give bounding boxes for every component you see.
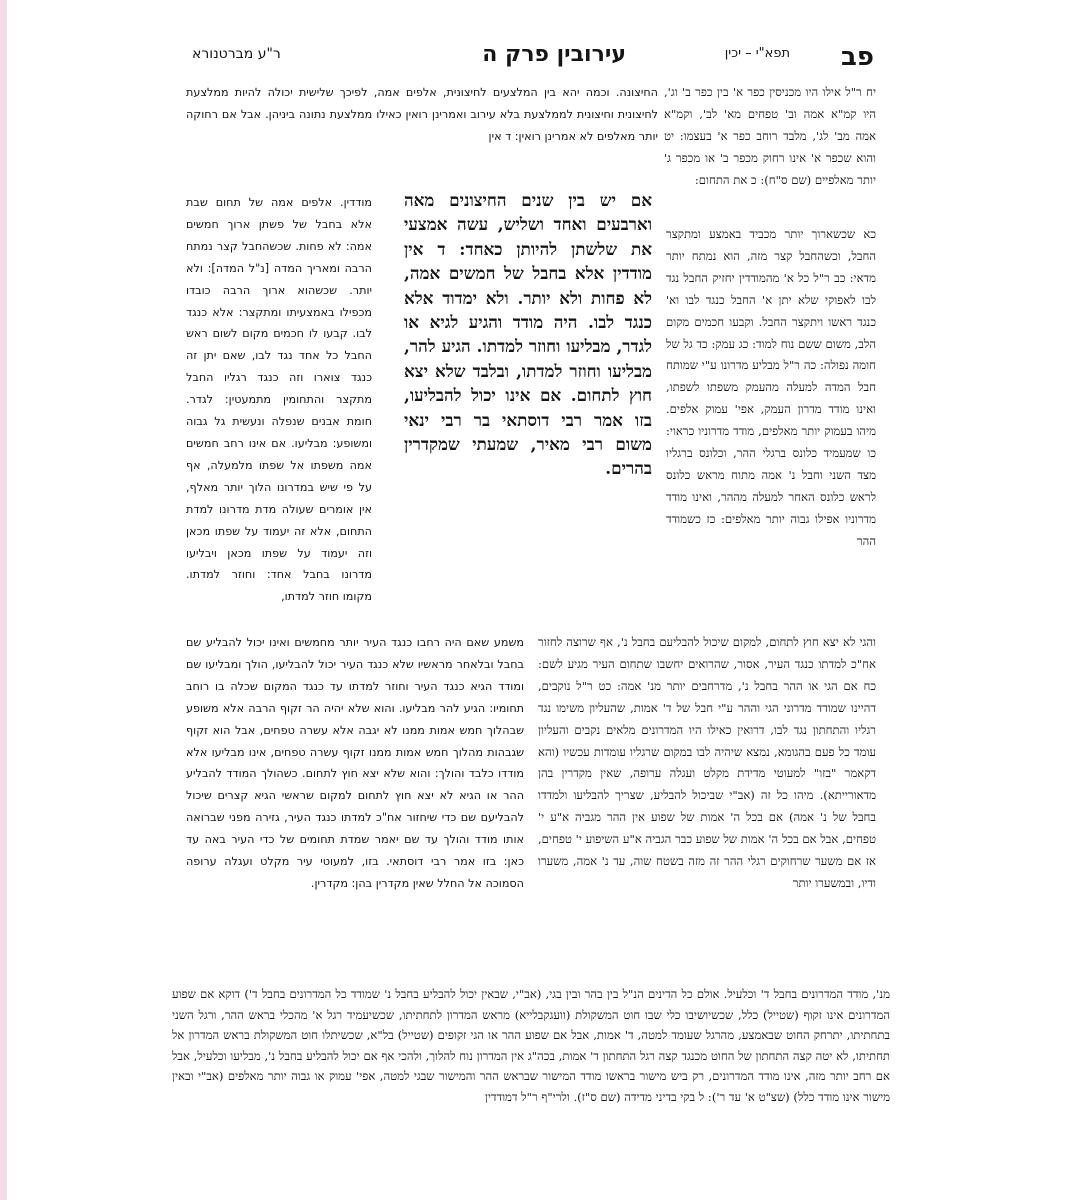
- tractate-chapter-title: עירובין פרק ה: [482, 42, 626, 67]
- left-commentary-column: מודדין. אלפים אמה של תחום שבת אלא בחבל של פשתן ארוך חמשים אמה: לא פחות. שכשהחבל קצר נמתח הרבה ומאריך המדה [נ"ל המדה]: ולא יותר. שכשהוא ארוך הרבה כובדו מכפילו באמצעיתו ומתקצר: אלא כנגד לבו. קבעו לו חכמים מקום לשום ראש החבל כל אחד נגד לבו, שאם יתן זה כנגד צוארו וזה כנגד רגליו החבל מתקצר והתחומין מתמעטין: לגדר. חומת אבנים שנפלה ונעשית גל גבוה ומשופע: מבליעו. אם אינו רחב חמשים אמה משפתו אל שפתו מלמעלה, אף על פי שיש במדרונו הלוך יותר מאלף, אין אומרים שעולה מדת מדרונו למדת התחום, אלא זה יעמוד על שפתו מכאן וזה יעמוד על שפתו מכאן ויבליעו מדרונו בחבל אחד: וחוזר למדתו. מקומו חוזר למדתו,: [186, 196, 372, 604]
- right-commentary-lower: והגי לא יצא חוץ לתחום, למקום שיכול להבליעם בחבל נ', אף שרוצה לחזור אח"כ למדתו כנגד העיר, אסור, שהרואים יחשבו שתחום העיר מגיע לשם: כח אם הגי או ההר בחבל נ', מדרחבים יותר מנ' אמה: כט ר"ל נוקבים, דהיינו שמודד מדרוני הגי וההר ע"י חבל של ד' אמות, שהעליון משימו נגד רגליו והתחתון נגד לבו, דרואין כאילו היו המדרונים מלאים נקבים והעליון עומד כל פעם בהגומא, נמצא שיהיה לבו במקום שרגליו עומדות עכשיו (והא דקאמר "בזו" למעוטי מדידת מקלט ועגלה ערופה, שאין מקדרין בהן מדאורייתא). מיהו כל זה (אב"י שביכול להבליע, שצריך להבליעו ולמדדו בחבל של נ' אמה) אם בכל ה' אמות של שפוע אין ההר מגביה א"ע י' טפחים, אבל אם בכל ה' אמות של שפוע כבר הגביה א"ע השיפוע י' טפחים, אז אם משער שרחוקים רגלי ההר זה מזה בשטח שוה, עד נ' אמה, משערו ודיו, ובמשערו יותר: [538, 635, 876, 890]
- commentary-name: ר"ע מברטנורא: [192, 46, 281, 62]
- talmud-page: [172, 40, 890, 1104]
- running-commentary-range: תפא"י – יכין: [724, 46, 790, 61]
- left-commentary-lower: משמע שאם היה רחבו כנגד העיר יותר מחמשים ואינו יכול להבליע שם בחבל ובלאחר מראשיו שלא כנגד העיר יכול להבליעו, הולך ומבליעו שם ומודד הגיא כנגד העיר וחוזר למדתו עד כנגד המקום שכלה בו רוחב תחומיו: הגיע להר מבליעו. והוא שלא יהיה הר זקוף הרבה אלא משופע שבהלוך חמש אמות ממנו לא יגבה אלא עשרה טפחים, אבל הוא זקוף שגבהות מהלוך חמש אמות ממנו זקוף עשרה טפחים, אינו מבליעו אלא מודדו כלבד והולך: והוא שלא יצא חוץ לתחום. כשהולך המודד להבליע ההר או הגיא לא יצא חוץ לתחום למקום שראשי הגיא קצרים שיכול להבליעם שם כדי שיחזור אח"כ למדתו כנגד העיר, גזירה מפני שברואה אותו מודד והולך עד שם יאמר שמדת תחומים של כדי העיר באה עד כאן: בזו אמר רבי דוסתאי. בזו, למעוטי עיר מקלט ועגלה ערופה הסמוכה אל החלל שאין מקדרין בהן: מקדרין.: [186, 636, 524, 890]
- page-header: [186, 40, 876, 76]
- right-commentary-top: יח ר"ל אילו היו מכניסין כפר א' בין כפר ב' וג', היו קמ"א אמה וב' טפחים מא' לב', וקמ"א אמה מב' לג', מלבד רוחב כפר א' בעצמו: יט והוא שכפר א' אינו רחוק מכפר ב' או מכפר ג' יותר מאלפיים (שם ס"ח): כ את התחום:: [664, 85, 876, 187]
- left-commentary-top: החיצונה. וכמה יהא בין המלצעים לחיצונית, אלפים אמה, לפיכך שלישית יכולה להיות ממלצעת לחיצונית וחיצונית לממלצעת בלא עירוב ואמרינן רואין כאילו ממלצעת נתונה ביניהן. אבל אם רחוקה יותר מאלפים לא אמרינן רואין: ד אין: [186, 86, 658, 143]
- mishnah-text: אם יש בין שנים החיצונים מאה וארבעים ואחד ושליש, עשה אמצעי את שלשתן להיותן כאחד: ד אין מודדין אלא בחבל של חמשים אמה, לא פחות ולא יותר. ולא ימדוד אלא כנגד לבו. היה מודד והגיע לגיא או לגדר, מבליעו וחוזר למדתו. הגיע להר, מבליעו וחוזר למדתו, ובלבד שלא יצא חוץ לתחום. אם אינו יכול להבליעו, בזו אמר רבי דוסתאי בר רבי ינאי משום רבי מאיר, שמעתי שמקדרין בהרים.: [404, 190, 652, 479]
- page-edge-shading: [0, 0, 7, 1200]
- bottom-commentary: מנ', מודד המדרונים בחבל ד' וכלעיל. אולם כל הדינים הנ"ל בין בהר ובין בגי, (אב"י, שבאין יכול להבליע בחבל נ' שמודד כל המדרונים בחבל ד') דוקא אם שפוע המדרונים אינו זקוף (שטייל) כלל, שכשיושיבו כלי שבו חוט המשקולת (וועגקבלייא) מראש המדרון לתחתיתו, שכשיעמיד רגל א' מהכלי בראש ההר, ורגל השני בתחתיתו, יתרחק החוט שבאמצע, מהרגל שעומד למטה, ד' אמות, אבל אם שפוע ההר או הגי זקופים (שטייל) בל"א, שכשיתלו חוט המשקולת בראש המדרון אל תחתיתו, לא יטה קצה התחתון של החוט מכנגד קצה רגל התחתון ד' אמות, בכה"ג אין המדרון נוח להלוך, ולהכי אף אם יכול להבליע בחבל נ', מבליעו וכלעיל, אבל אם רחב יותר מזה, אינו מודד המדרונים, רק ביש מישור בראשו מודד המישור שבראש ההר והמישור שבגי למטה, אפי' עמוק או גבוה יותר מאלפים (אב"י ובאין מישור אינו מודד כלל) (שצ"ט א' עד ר'): ל בקי בדיני מדידה (שם ס"ז). ולרי"ף ר"ל דמודדין: [172, 987, 890, 1104]
- right-commentary-column: כא שכשארוך יותר מכביד באמצע ומתקצר החבל, וכשהחבל קצר מזה, הוא נמתח יותר מדאי: כב ר"ל כל א' מהמודדין יחזיק החבל נגד לבו לאפוקי שלא יתן א' החבל כנגד לבו וא' כנגד ראשו ויתקצר החבל. וקבעו חכמים מקום הלב, משום ששם נוח למוד: כג עמק: כד גל של חומה נפולה: כה ר"ל מבליע מדרונו ע"י שמותח חבל המדה למעלה מהעמק משפתו לשפתו, ואינו מודד מדרון העמק, אפי' עמוק אלפים. מיהו בעמוק יותר מאלפים, מודד מדרוניו כראוי: כו שמעמיד כלונס ברגלי ההר, וכלונס ברגליו מצד השני וחבל נ' אמה מתוח מראש כלונס לראש כלונס האחר למעלה מההר, ואינו מודד מדרוניו אפילו גבוה יותר מאלפים: כז כשמודד ההר: [666, 227, 876, 548]
- page-number: פב: [841, 42, 874, 72]
